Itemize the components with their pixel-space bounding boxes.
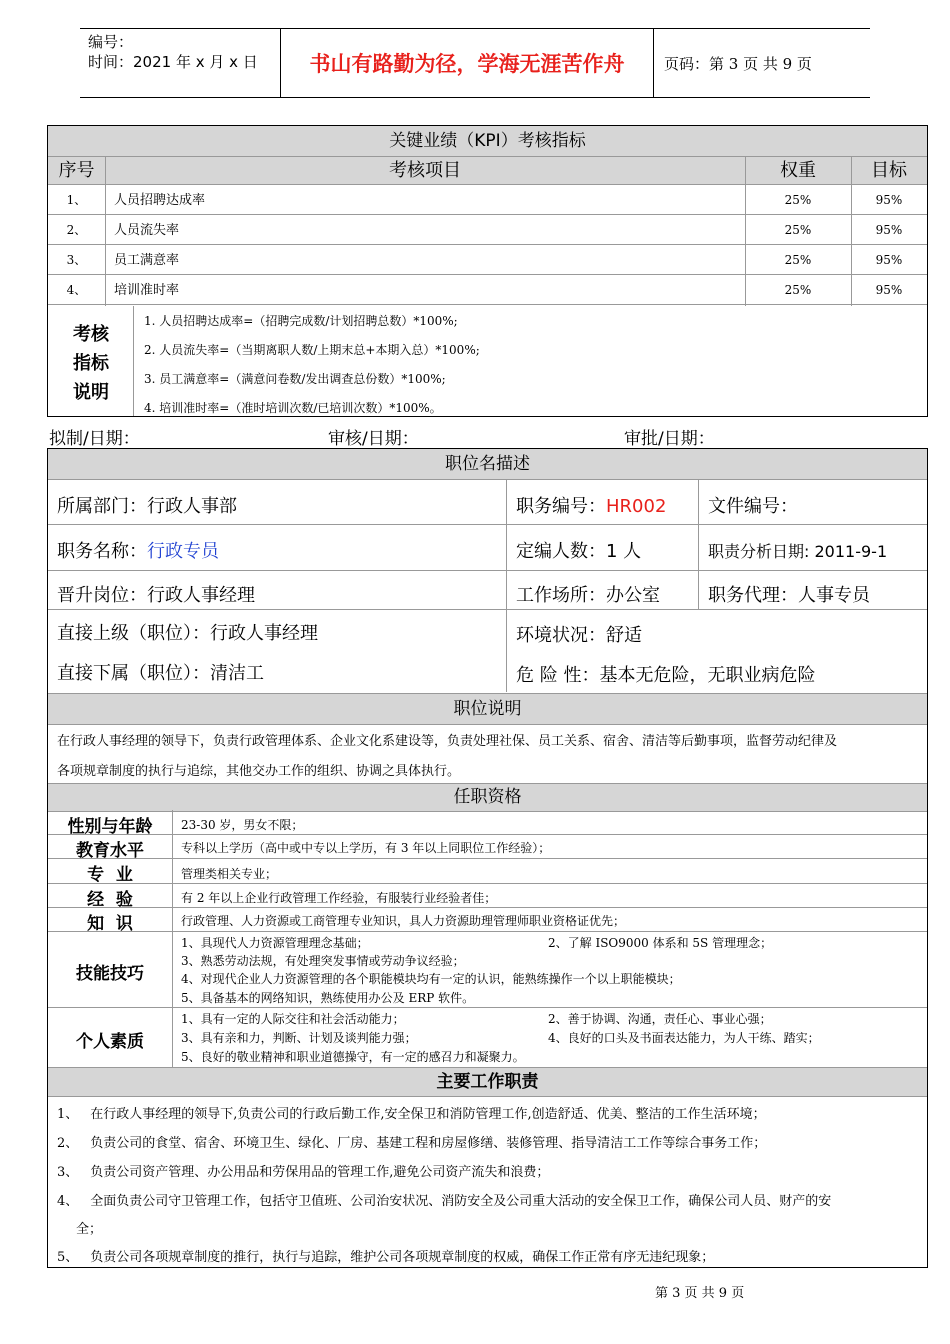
header-meta [80,29,281,97]
skill-3: 3、熟悉劳动法规，有处理突发事情或劳动争议经验； [181,954,465,968]
education-label: 教育水平 [76,841,144,861]
description-line-1: 在行政人事经理的领导下，负责行政管理体系、企业文化系建设等，负责处理社保、员工关系、宿舍、清洁等后勤事项，监督劳动纪律及 [57,734,838,749]
kpi-row-no: 4、 [66,283,87,297]
list-item: 1、 在行政人事经理的领导下,负责公司的行政后勤工作,安全保卫和消防管理工作,创造舒适、优美、整洁的工作生活环境； [57,1107,766,1122]
experience-value: 有 2 年以上企业行政管理工作经验，有服装行业经验者佳； [181,891,497,905]
kpi-row-item: 人员招聘达成率 [114,193,206,208]
job-name-field: 职务名称：行政专员 [57,541,219,562]
kpi-row-weight: 25% [784,283,812,297]
kpi-note-3: 3. 员工满意率=（满意问卷数/发出调查总份数）*100%; [144,372,446,386]
kpi-table [47,125,928,417]
sign-review: 审核/日期： [328,429,419,449]
quality-2: 2、善于协调、沟通，责任心、事业心强； [548,1012,772,1026]
kpi-note-4: 4. 培训准时率=（准时培训次数/已培训次数）*100%。 [144,401,442,415]
skill-1: 1、具现代人力资源管理理念基础； [181,936,369,950]
quality-5: 5、良好的敬业精神和职业道德操守，有一定的感召力和凝聚力。 [181,1050,525,1064]
quality-4: 4、良好的口头及书面表达能力，为人干练、踏实； [548,1031,820,1045]
header-motto: 书山有路勤为径，学海无涯苦作舟 [281,29,654,97]
kpi-header-row [48,157,927,185]
skills-label: 技能技巧 [76,964,144,984]
list-item: 2、 负责公司的食堂、宿舍、环境卫生、绿化、厂房、基建工程和房屋修缮、装修管理、指导清洁工工作等综合事务工作； [57,1136,767,1151]
kpi-note-2: 2. 人员流失率=（当期离职人数/上期末总+本期入总）*100%; [144,343,480,357]
kpi-row-weight: 25% [784,223,812,237]
list-item: 5、 负责公司各项规章制度的推行，执行与追踪，维护公司各项规章制度的权威，确保工作正常有序无违纪现象； [57,1250,715,1265]
quality-label: 个人素质 [76,1032,144,1052]
kpi-note-label: 考核 指标 说明 [48,306,134,416]
gender-age-value: 23-30 岁，男女不限； [181,818,304,832]
page-header [80,28,870,98]
description-title: 职位说明 [48,693,927,725]
sign-approve: 审批/日期： [624,429,715,449]
kpi-row-item: 员工满意率 [114,253,180,268]
kpi-row-item: 人员流失率 [114,223,180,238]
workplace-field: 工作场所：办公室 [516,585,660,606]
kpi-col-weight: 权重 [780,160,816,181]
kpi-row-target: 95% [875,193,903,207]
table-row [48,186,927,215]
sign-draft: 拟制/日期： [49,429,140,449]
analysis-date-field: 职责分析日期: 2011-9-1 [708,542,888,561]
list-item: 4、 全面负责公司守卫管理工作，包括守卫值班、公司治安状况、消防安全及公司重大活动的安全保卫工作，确保公司人员、财产的安 [57,1194,832,1209]
qualification-title: 任职资格 [48,783,927,812]
document-time: 时间：2021 年 x 月 x 日 [88,53,258,71]
code-field: 职务编号：HR002 [516,496,667,517]
gender-age-label: 性别与年龄 [67,817,153,837]
header-page: 页码：第 3 页 共 9 页 [664,55,812,73]
kpi-col-target: 目标 [871,160,907,181]
kpi-row-target: 95% [875,283,903,297]
page-footer: 第 3 页 共 9 页 [655,1286,745,1301]
subordinate-field: 直接下属（职位）：清洁工 [57,663,264,684]
skill-5: 5、具备基本的网络知识，熟练使用办公及 ERP 软件。 [181,991,475,1005]
kpi-col-no: 序号 [58,160,95,181]
table-row [48,216,927,245]
kpi-row-no: 3、 [66,253,87,267]
knowledge-label: 知 识 [87,914,133,934]
superior-field: 直接上级（职位）：行政人事经理 [57,623,318,644]
skill-2: 2、了解 ISO9000 体系和 5S 管理理念； [548,936,773,950]
kpi-row-target: 95% [875,253,903,267]
kpi-row-no: 2、 [66,223,87,237]
list-item: 3、 负责公司资产管理、办公用品和劳保用品的管理工作,避免公司资产流失和浪费； [57,1165,550,1180]
table-row [48,276,927,305]
agent-field: 职务代理：人事专员 [708,585,870,606]
dept-field: 所属部门：行政人事部 [57,496,237,517]
duties-title: 主要工作职责 [48,1068,927,1097]
danger-field: 危 险 性：基本无危险，无职业病危险 [516,665,816,686]
file-number-field: 文件编号： [708,496,798,517]
position-title: 职位名描述 [48,449,927,480]
major-label: 专 业 [87,865,133,885]
document-number: 编号： [88,33,134,51]
education-value: 专科以上学历（高中或中专以上学历，有 3 年以上同职位工作经验）； [181,841,551,855]
table-row [48,246,927,275]
promotion-field: 晋升岗位：行政人事经理 [57,585,255,606]
kpi-note-1: 1. 人员招聘达成率=（招聘完成数/计划招聘总数）*100%; [144,314,458,328]
kpi-row-weight: 25% [784,253,812,267]
kpi-col-item: 考核项目 [389,160,461,181]
description-line-2: 各项规章制度的执行与追综，其他交办工作的组织、协调之具体执行。 [57,764,461,779]
knowledge-value: 行政管理、人力资源或工商管理专业知识，具人力资源助理管理师职业资格证优先； [181,914,626,928]
kpi-title: 关键业绩（KPI）考核指标 [48,126,927,157]
skill-4: 4、对现代企业人力资源管理的各个职能模块均有一定的认识，能熟练操作一个以上职能模块； [181,972,681,986]
position-table [47,448,928,1268]
experience-label: 经 验 [87,890,133,910]
quality-3: 3、具有亲和力，判断、计划及谈判能力强； [181,1031,417,1045]
headcount-field: 定编人数：1 人 [516,541,642,562]
list-item-continued: 全； [76,1222,103,1237]
kpi-row-no: 1、 [66,193,87,207]
major-value: 管理类相关专业； [181,867,278,881]
kpi-row-weight: 25% [784,193,812,207]
environment-field: 环境状况：舒适 [516,625,642,646]
kpi-row-target: 95% [875,223,903,237]
quality-1: 1、具有一定的人际交往和社会活动能力； [181,1012,405,1026]
kpi-row-item: 培训准时率 [114,283,180,298]
